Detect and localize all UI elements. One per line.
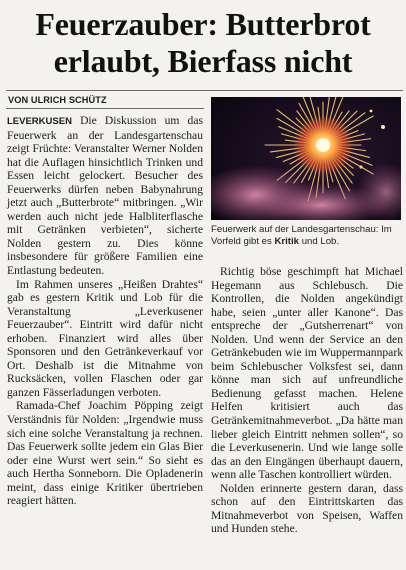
caption-text: Feuerwerk auf der Landesgartenschau: Im Vorfeld gibt es — [211, 224, 392, 247]
paragraph-1 — [7, 114, 203, 278]
fireworks-image — [211, 97, 401, 220]
fireworks-photo — [211, 97, 401, 220]
right-column — [211, 265, 403, 536]
top-rule — [6, 90, 403, 91]
paragraph-4: Richtig böse geschimpft hat Michael Hegemann aus Schlebusch. Die Kontrollen, die Nolden angekündigt habe, seien „unter aller Kanone“. Das entspreche der „Gutsherrenart“ von Nolden. Und wenn der Service an den Getränkebuden wie im Wuppermannpark beim Schlebuscher Volksfest sei, dann könne man sich auf unfreundliche Bedienung gefasst machen. Helene Helfen kritisiert auch das Getränkemitnahmeverbot. „Da hätte man lieber gleich Eintritt nehmen sollen“, so die Leverkusenerin. Und wie lange solle das an den Eingängen überhaupt dauern, wenn alle Taschen kontrolliert würden. — [211, 265, 403, 482]
photo-caption — [211, 224, 403, 248]
paragraph-5: Nolden erinnerte gestern daran, dass schon auf den Eintrittskarten das Mitnahmeverbot von Speisen, Waffen und Hunden stehe. — [211, 481, 403, 536]
headline-line-2: erlaubt, Bierfass nicht — [53, 43, 353, 79]
caption-mid: und — [301, 236, 318, 247]
paragraph-3: Ramada-Chef Joachim Pöpping zeigt Verständnis für Nolden: „Irgendwie muss sich eine solche Veranstaltung ja rechnen. Das Feuerwerk sollte jedem ein Glas Bier oder eine Wurst wert sein.“ So sieht es auch Hertha Sonneborn. Die Opladenerin meint, dass einige Kritiker übertrieben reagiert hätten. — [7, 399, 203, 508]
headline-line-1: Feuerzauber: Butterbrot — [35, 6, 371, 42]
byline-rule — [6, 108, 204, 109]
dateline: LEVERKUSEN — [7, 116, 72, 127]
byline: VON ULRICH SCHÜTZ — [8, 95, 107, 105]
paragraph-1-text: Die Diskussion um das Feuerwerk an der Landesgartenschau zeigt Früchte: Veranstalter Werner Nolden hat die Auflagen hinsichtlich Trinken und Essen leicht gelockert. Besucher des Feuerwerks dürfen neben Babynahrung jetzt auch „Butterbrote“ mitbringen. „Wir werden auch nicht jede Halbliterflasche mit Getränken verbieten“, sicherte Nolden gestern zu. Dies könne insbesondere für größere Familien eine Entlastung bedeuten. — [7, 114, 203, 278]
caption-bold: Kritik — [274, 236, 300, 247]
paragraph-2: Im Rahmen unseres „Heißen Drahtes“ gab es gestern Kritik und Lob für die Veranstaltung „Leverkusener Feuerzauber“. Eintritt wird dafür nicht erhoben. Finanziert wird alles über Sponsoren und den Getränkeverkauf vor Ort. Deshalb ist die Mitnahme von Rucksäcken, vollen Flaschen oder gar ganzen Fässerladungen verboten. — [7, 277, 203, 399]
headline — [0, 6, 406, 80]
left-column — [7, 114, 203, 508]
caption-end: Lob. — [320, 236, 340, 247]
